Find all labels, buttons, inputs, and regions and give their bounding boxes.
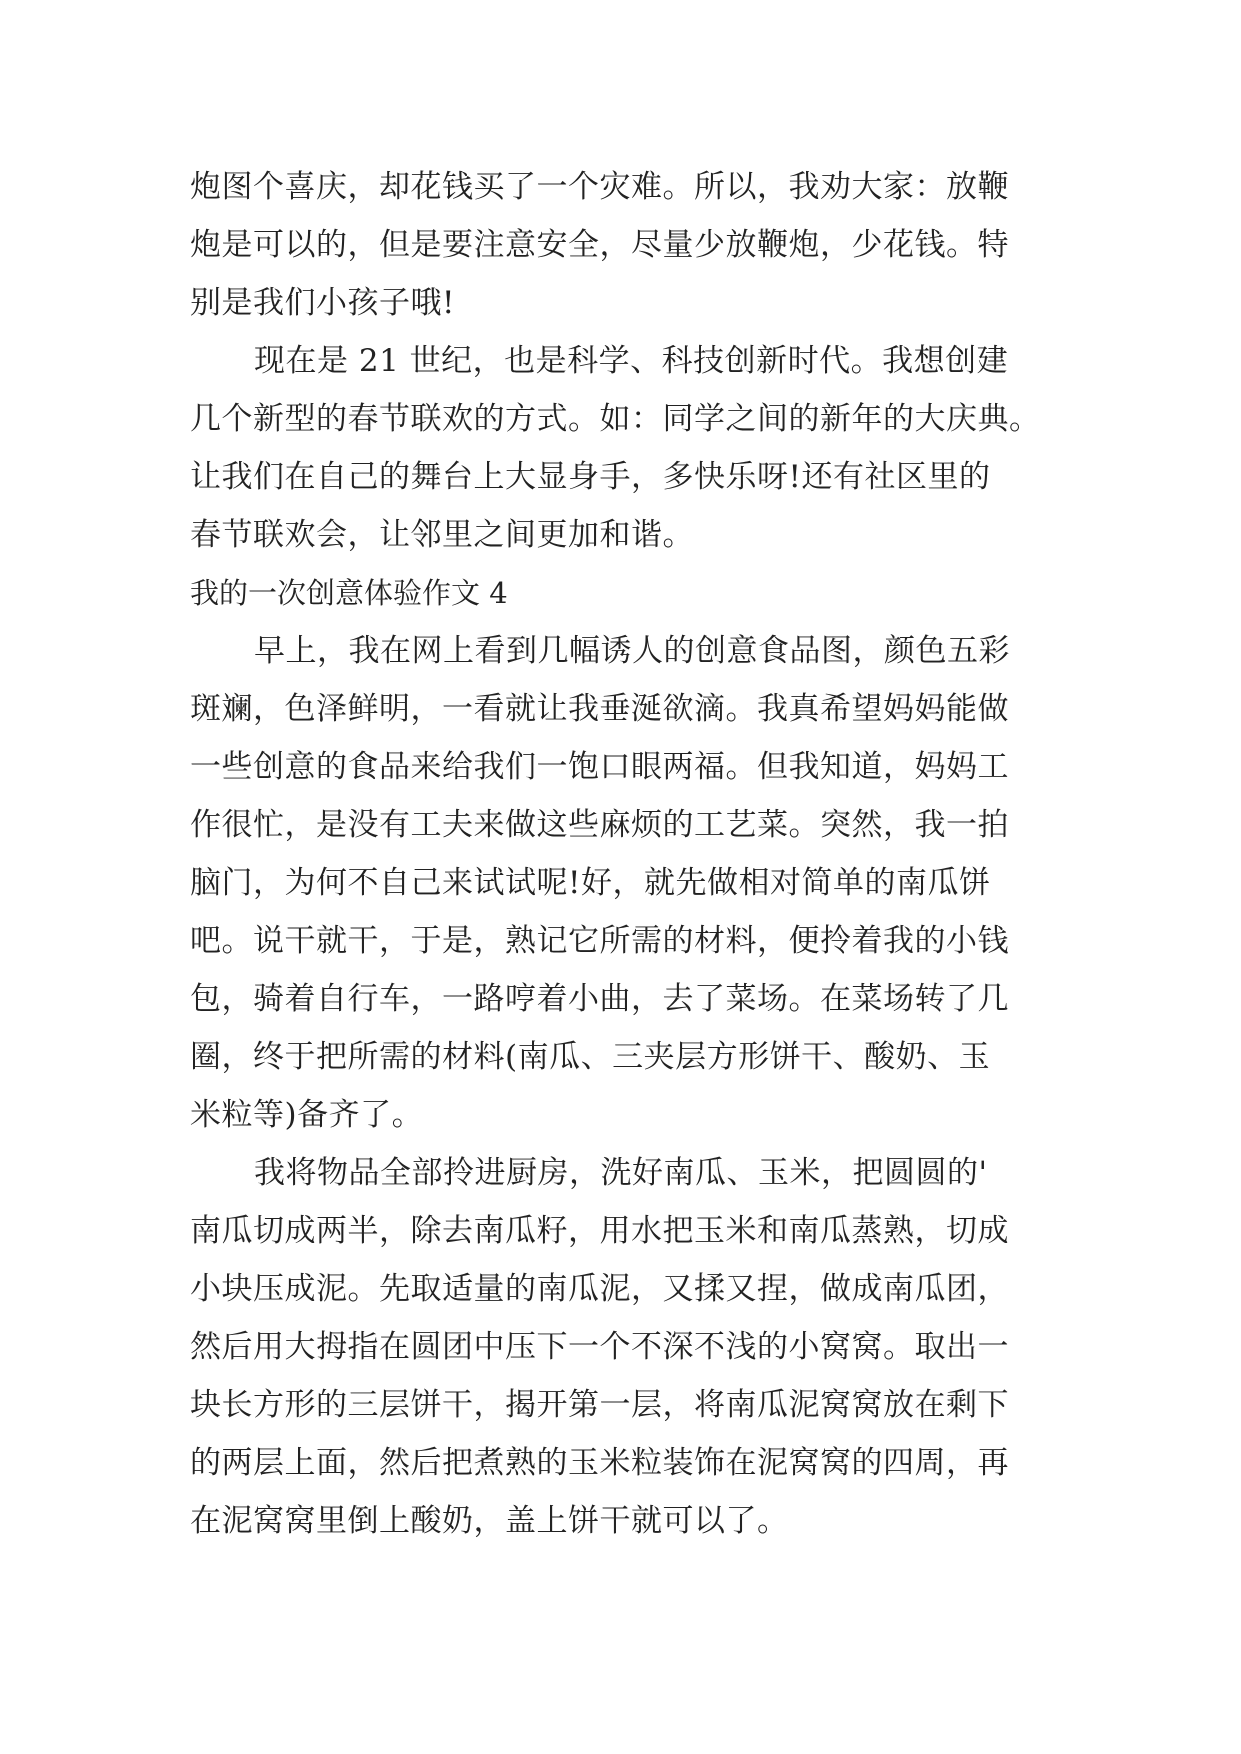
section-heading: 我的一次创意体验作文 4 xyxy=(190,576,508,610)
document-body xyxy=(190,158,1050,1550)
paragraph-line: 包，骑着自行车，一路哼着小曲，去了菜场。在菜场转了几 xyxy=(190,981,1009,1017)
paragraph-line: 一些创意的食品来给我们一饱口眼两福。但我知道，妈妈工 xyxy=(190,749,1009,785)
paragraph-line: 炮图个喜庆，却花钱买了一个灾难。所以，我劝大家：放鞭 xyxy=(190,169,1009,205)
paragraph-line: 南瓜切成两半，除去南瓜籽，用水把玉米和南瓜蒸熟，切成 xyxy=(190,1213,1009,1249)
paragraph-line: 斑斓，色泽鲜明，一看就让我垂涎欲滴。我真希望妈妈能做 xyxy=(190,691,1009,727)
paragraph-line: 现在是 21 世纪，也是科学、科技创新时代。我想创建 xyxy=(254,343,1009,379)
paragraph-line: 的两层上面，然后把煮熟的玉米粒装饰在泥窝窝的四周，再 xyxy=(190,1445,1009,1481)
paragraph-line: 小块压成泥。先取适量的南瓜泥，又揉又捏，做成南瓜团， xyxy=(190,1271,1009,1307)
paragraph-line: 吧。说干就干，于是，熟记它所需的材料，便拎着我的小钱 xyxy=(190,923,1009,959)
paragraph-4 xyxy=(190,1144,1050,1550)
paragraph-2 xyxy=(190,332,1050,564)
paragraph-line: 作很忙，是没有工夫来做这些麻烦的工艺菜。突然，我一拍 xyxy=(190,807,1009,843)
paragraph-line: 在泥窝窝里倒上酸奶，盖上饼干就可以了。 xyxy=(190,1503,789,1539)
paragraph-line: 然后用大拇指在圆团中压下一个不深不浅的小窝窝。取出一 xyxy=(190,1329,1009,1365)
paragraph-line: 圈，终于把所需的材料(南瓜、三夹层方形饼干、酸奶、玉 xyxy=(190,1039,991,1075)
paragraph-line: 米粒等)备齐了。 xyxy=(190,1097,424,1133)
paragraph-line: 块长方形的三层饼干，揭开第一层，将南瓜泥窝窝放在剩下 xyxy=(190,1387,1009,1423)
paragraph-line: 我将物品全部拎进厨房，洗好南瓜、玉米，把圆圆的' xyxy=(254,1155,988,1191)
paragraph-line: 春节联欢会，让邻里之间更加和谐。 xyxy=(190,517,694,553)
paragraph-line: 几个新型的春节联欢的方式。如：同学之间的新年的大庆典。 xyxy=(190,401,1041,437)
paragraph-3 xyxy=(190,622,1050,1144)
paragraph-line: 别是我们小孩子哦! xyxy=(190,285,455,321)
paragraph-line: 脑门，为何不自己来试试呢!好，就先做相对简单的南瓜饼 xyxy=(190,865,991,901)
paragraph-line: 炮是可以的，但是要注意安全，尽量少放鞭炮，少花钱。特 xyxy=(190,227,1009,263)
paragraph-line: 让我们在自己的舞台上大显身手，多快乐呀!还有社区里的 xyxy=(190,459,991,495)
paragraph-line: 早上，我在网上看到几幅诱人的创意食品图，颜色五彩 xyxy=(254,633,1010,669)
paragraph-1 xyxy=(190,158,1050,332)
